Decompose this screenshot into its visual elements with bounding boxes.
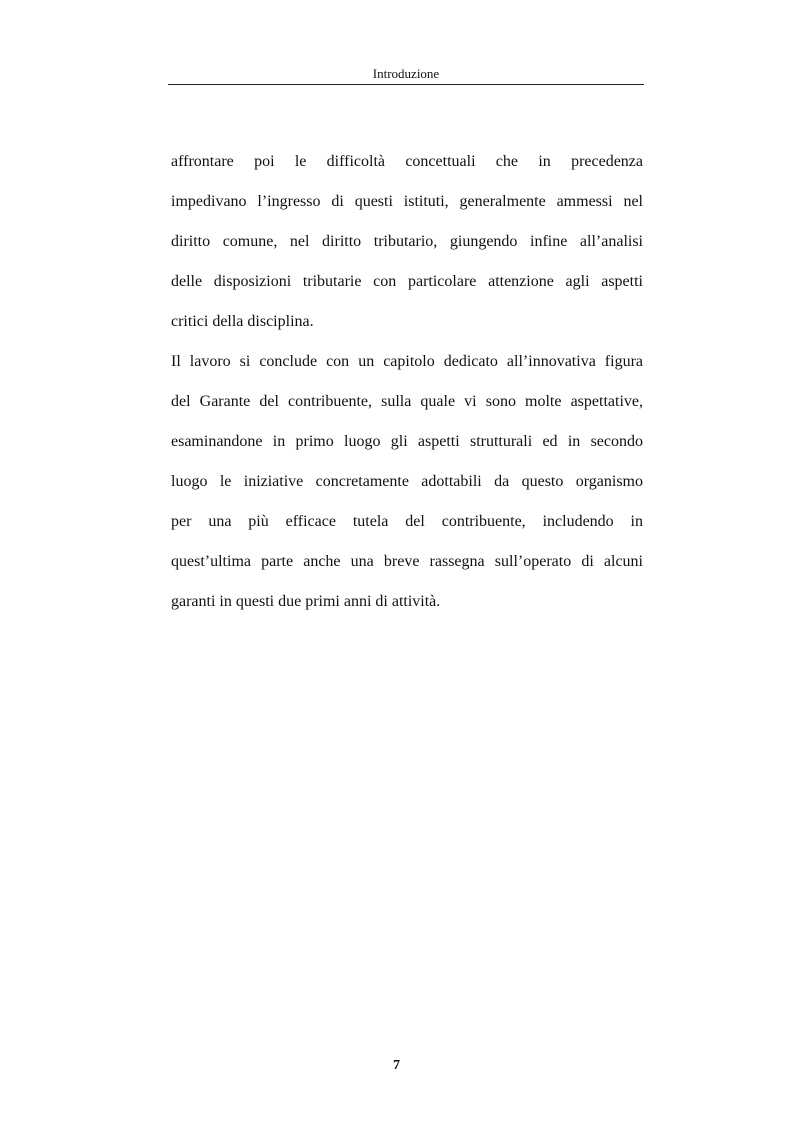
text-line: del Garante del contribuente, sulla quale vi sono molte aspettative, <box>171 393 643 410</box>
text-line: affrontare poi le difficoltà concettuali che in precedenza <box>171 153 643 170</box>
text-line: per una più efficace tutela del contribuente, includendo in <box>171 513 643 530</box>
text-line: Il lavoro si conclude con un capitolo dedicato all’innovativa figura <box>171 353 643 370</box>
text-line: quest’ultima parte anche una breve rassegna sull’operato di alcuni <box>171 553 643 570</box>
text-line: diritto comune, nel diritto tributario, giungendo infine all’analisi <box>171 233 643 250</box>
text-line: esaminandone in primo luogo gli aspetti strutturali ed in secondo <box>171 433 643 450</box>
text-line: delle disposizioni tributarie con particolare attenzione agli aspetti <box>171 273 643 290</box>
text-line: critici della disciplina. <box>171 313 314 330</box>
text-line: garanti in questi due primi anni di attività. <box>171 593 441 610</box>
header-title: Introduzione <box>372 66 440 81</box>
body-text <box>171 142 643 622</box>
running-header <box>168 66 644 85</box>
text-line: impedivano l’ingresso di questi istituti, generalmente ammessi nel <box>171 193 643 210</box>
text-line: luogo le iniziative concretamente adottabili da questo organismo <box>171 473 643 490</box>
page-number: 7 <box>393 1058 400 1073</box>
